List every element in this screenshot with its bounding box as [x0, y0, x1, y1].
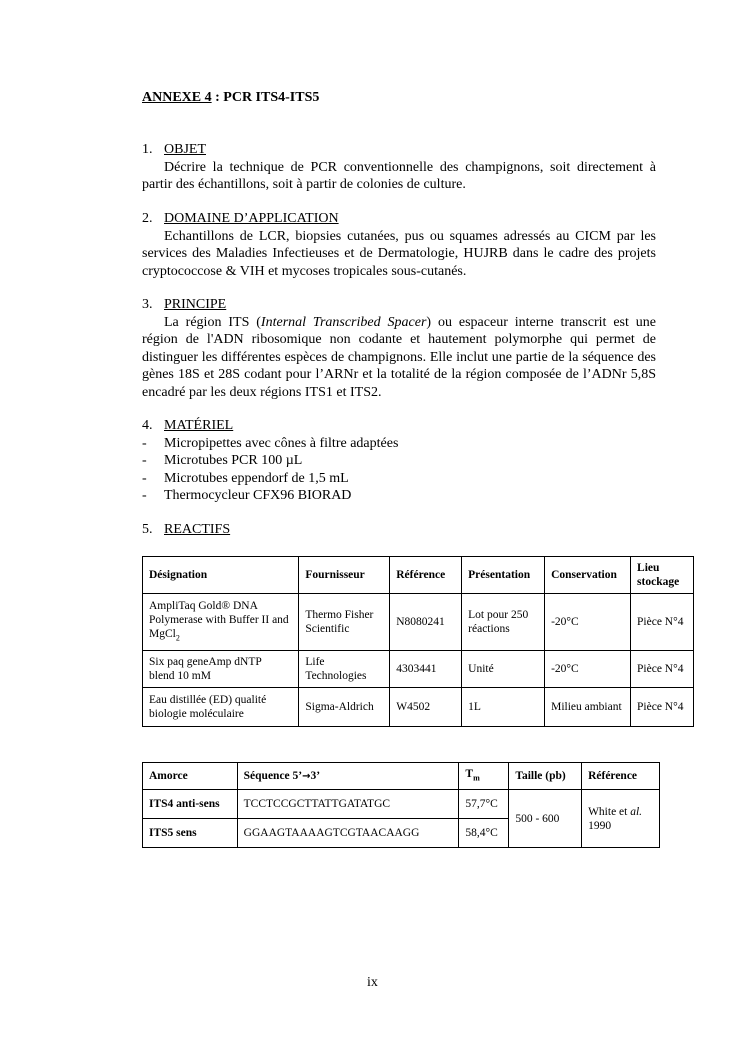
cell-presentation: Unité	[462, 651, 545, 688]
cell-amorce: ITS4 anti-sens	[143, 790, 238, 819]
section-materiel	[142, 417, 656, 505]
header-cell: Conservation	[545, 557, 631, 594]
table-row	[143, 790, 660, 819]
cell-conservation: Milieu ambiant	[545, 688, 631, 727]
cell-tm: 57,7°C	[459, 790, 509, 819]
header-cell: Présentation	[462, 557, 545, 594]
table-row	[143, 688, 694, 727]
header-cell: Amorce	[143, 763, 238, 790]
list-item: - Thermocycleur CFX96 BIORAD	[142, 488, 352, 503]
section-domaine	[142, 210, 656, 280]
section-heading: 2. DOMAINE D’APPLICATION	[142, 211, 339, 226]
cell-lieu: Pièce N°4	[631, 651, 694, 688]
header-cell: Fournisseur	[299, 557, 390, 594]
section-text: Echantillons de LCR, biopsies cutanées, pus ou squames adressés au CICM par les services des Maladies Infectieuses et de Dermatologie, HUJRB dans le cadre des projets cryptococcose & VIH et mycoses tropicales sous-cutanés.	[142, 228, 656, 279]
cell-conservation: -20°C	[545, 651, 631, 688]
cell-fournisseur: Thermo Fisher Scientific	[299, 594, 390, 651]
header-cell: Séquence 5’→3’	[237, 763, 459, 790]
list-item: - Micropipettes avec cônes à filtre adaptées	[142, 435, 399, 451]
cell-fournisseur: Life Technologies	[299, 651, 390, 688]
annex-title	[142, 90, 319, 106]
cell-presentation: Lot pour 250 réactions	[462, 594, 545, 651]
header-cell: Taille (pb)	[509, 763, 582, 790]
table-row	[143, 651, 694, 688]
header-cell: Référence	[390, 557, 462, 594]
table-header-row	[143, 763, 660, 790]
cell-amorce: ITS5 sens	[143, 819, 238, 848]
cell-sequence: TCCTCCGCTTATTGATATGC	[237, 790, 459, 819]
annex-subtitle: : PCR ITS4-ITS5	[211, 90, 320, 105]
cell-designation: Six paq geneAmp dNTP blend 10 mM	[143, 651, 299, 688]
cell-conservation: -20°C	[545, 594, 631, 651]
cell-reference: White et al. 1990	[582, 790, 660, 848]
table-header-row	[143, 557, 694, 594]
section-heading: 1. OBJET	[142, 142, 206, 157]
section-reactifs	[142, 521, 656, 539]
cell-fournisseur: Sigma-Aldrich	[299, 688, 390, 727]
header-cell: $T_m$	[459, 763, 509, 790]
list-item: - Microtubes eppendorf de 1,5 mL	[142, 470, 349, 486]
cell-reference: 4303441	[390, 651, 462, 688]
section-heading: 5. REACTIFS	[142, 522, 231, 537]
list-item: - Microtubes PCR 100 µL	[142, 453, 303, 468]
cell-reference: W4502	[390, 688, 462, 727]
section-objet	[142, 141, 656, 194]
cell-sequence: GGAAGTAAAAGTCGTAACAAGG	[237, 819, 459, 848]
table-row	[143, 594, 694, 651]
header-cell: Référence	[582, 763, 660, 790]
section-text: Décrire la technique de PCR conventionnelle des champignons, soit directement à partir des échantillons, soit à partir de colonies de culture.	[142, 159, 656, 192]
header-cell: Lieu stockage	[631, 557, 694, 594]
cell-taille: 500 - 600	[509, 790, 582, 848]
right-arrow-icon: →	[302, 770, 311, 782]
page-number: ix	[367, 975, 378, 990]
header-cell: Désignation	[143, 557, 299, 594]
section-principe	[142, 296, 656, 401]
materiel-list	[142, 435, 656, 505]
cell-tm: 58,4°C	[459, 819, 509, 848]
reagents-table	[142, 556, 694, 727]
section-heading: 3. PRINCIPE	[142, 297, 227, 312]
section-heading: 4. MATÉRIEL	[142, 418, 234, 433]
cell-presentation: 1L	[462, 688, 545, 727]
cell-designation: AmpliTaq Gold® DNA Polymerase with Buffer II and MgCl$_2$	[143, 594, 299, 651]
cell-lieu: Pièce N°4	[631, 594, 694, 651]
cell-designation: Eau distillée (ED) qualité biologie moléculaire	[143, 688, 299, 727]
cell-reference: N8080241	[390, 594, 462, 651]
cell-lieu: Pièce N°4	[631, 688, 694, 727]
primer-table	[142, 762, 660, 848]
annex-number: ANNEXE 4	[142, 90, 212, 105]
section-text: La région ITS (Internal Transcribed Spacer) ou espaceur interne transcrit est une région de l'ADN ribosomique non codante et hautement polymorphe qui permet de distinguer les différentes espèces de champignons. Elle inclut une partie de la séquence des gènes 18S et 28S codant pour l’ARNr et la totalité de la région composée de l’ADNr 5,8S encadré par les deux régions ITS1 et ITS2.	[142, 314, 656, 400]
